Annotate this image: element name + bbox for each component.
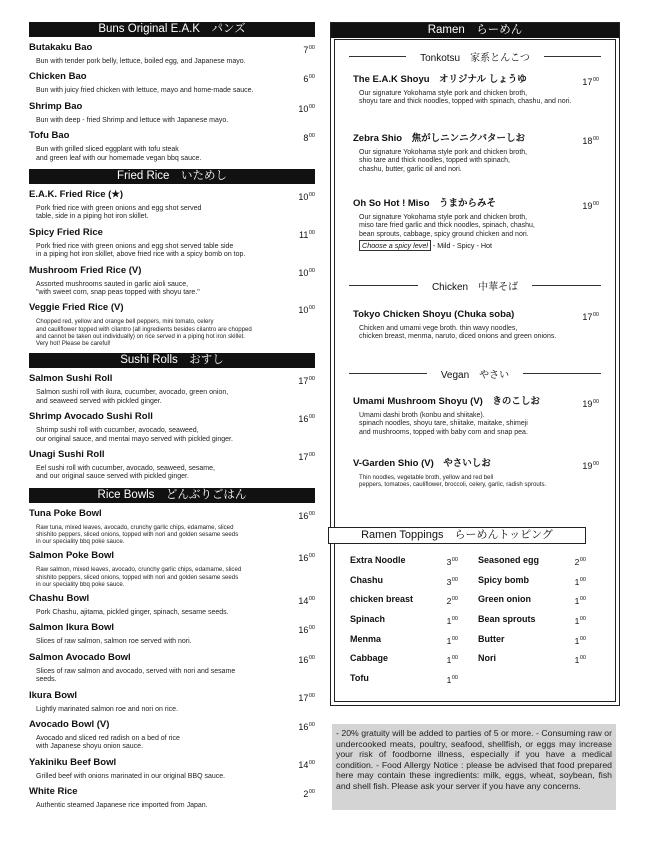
item-price: $19^{00}$ xyxy=(582,201,599,211)
topping-item: Spicy bomb $1^{00}$ xyxy=(478,574,586,587)
divider xyxy=(523,373,601,374)
item-price: $19^{00}$ xyxy=(582,399,599,409)
menu-item xyxy=(353,458,599,488)
item-name: The E.A.K Shoyu オリジナル しょうゆ xyxy=(353,74,527,85)
spicy-options: - Mild - Spicy - Hot xyxy=(430,241,493,251)
menu-item xyxy=(29,71,315,95)
menu-item xyxy=(29,265,315,298)
item-description: Raw salmon, mixed leaves, avocado, crunchy garlic chips, edamame, sliced shishito peppers, sliced onions, topped with nori and golden sesame seeds in our speciality bbq poke sauce. xyxy=(36,566,242,588)
item-name: V-Garden Shio (V) やさいしお xyxy=(353,458,491,469)
item-description: Salmon sushi roll with ikura, cucumber, avocado, green onion, and seaweed served with pickled ginger. xyxy=(36,389,229,405)
item-name: Yakiniku Beef Bowl xyxy=(29,756,117,768)
section-title-rice-bowls: Rice Bowls どんぶりごはん xyxy=(29,488,315,503)
item-name: Salmon Avocado Bowl xyxy=(29,651,131,663)
toppings-left-column xyxy=(350,554,458,692)
item-price: $17^{00}$ xyxy=(582,77,599,87)
item-price: $16^{00}$ xyxy=(298,414,315,425)
menu-item xyxy=(29,373,315,406)
menu-item xyxy=(29,719,315,752)
item-name: Chicken Bao xyxy=(29,71,87,83)
subhead-vegan: Vegan やさい xyxy=(349,366,601,381)
topping-item: Chashu $3^{00}$ xyxy=(350,574,458,587)
menu-item xyxy=(29,652,315,685)
item-name: Tofu Bao xyxy=(29,130,70,142)
section-title-ramen: Ramen らーめん xyxy=(331,23,619,38)
item-price: $7^{00}$ xyxy=(303,45,315,55)
item-price: $10^{00}$ xyxy=(298,305,315,316)
item-description: Chopped red, yellow and orange bell peppers, mini tomato, celery and cauliflower topped with cilantro (all ingredients besides cilantro are chopped and cannot be taken out individually) on rice served in a piping hot iron skillet. Very hot! Please be careful! xyxy=(36,318,252,348)
item-price: $14^{00}$ xyxy=(298,759,315,770)
item-price: $16^{00}$ xyxy=(298,553,315,564)
item-description: Assorted mushrooms sauted in garlic aioli sauce, "with sweet corn, snap peas topped with shoyu tare." xyxy=(36,280,200,297)
topping-item: Green onion $1^{00}$ xyxy=(478,594,586,607)
item-price: $16^{00}$ xyxy=(298,510,315,521)
menu-item xyxy=(29,593,315,617)
left-menu-column xyxy=(29,22,315,817)
item-price: $18^{00}$ xyxy=(582,136,599,146)
topping-item: Menma $1^{00}$ xyxy=(350,633,458,646)
topping-item: Nori $1^{00}$ xyxy=(478,653,586,666)
menu-item xyxy=(29,622,315,646)
item-description: Chicken and umami vege broth. thin wavy noodles, chicken breast, menma, naruto, diced onions and green onions. xyxy=(359,325,557,341)
menu-item xyxy=(29,786,315,810)
item-price: $17^{00}$ xyxy=(298,692,315,703)
item-description: Bun with grilled sliced eggplant with tofu steak and green leaf with our homemade vegan bbq sauce. xyxy=(36,146,202,162)
item-name: Avocado Bowl (V) xyxy=(29,718,110,730)
section-rice-bowls xyxy=(29,488,315,811)
menu-item xyxy=(29,101,315,125)
menu-item xyxy=(29,690,315,714)
menu-item xyxy=(29,757,315,781)
section-title-toppings: Ramen Toppings らーめんトッピング xyxy=(328,527,586,544)
menu-item xyxy=(29,411,315,444)
section-fried-rice xyxy=(29,169,315,347)
item-name: Oh So Hot ! Miso うまからみそ xyxy=(353,198,497,209)
topping-item: chicken breast $2^{00}$ xyxy=(350,594,458,607)
divider xyxy=(349,285,418,286)
item-name: Unagi Sushi Roll xyxy=(29,448,105,460)
menu-item xyxy=(29,449,315,482)
menu-item xyxy=(353,396,599,437)
item-description: Grilled beef with onions marinated in our original BBQ sauce. xyxy=(36,772,226,780)
menu-item xyxy=(29,227,315,260)
divider xyxy=(544,56,601,57)
item-price: $10^{00}$ xyxy=(298,267,315,278)
item-price: $11^{00}$ xyxy=(299,229,315,240)
topping-item: Butter $1^{00}$ xyxy=(478,633,586,646)
topping-item: Cabbage $1^{00}$ xyxy=(350,653,458,666)
item-name: Butakaku Bao xyxy=(29,42,93,53)
item-name: Ikura Bowl xyxy=(29,689,78,701)
menu-item xyxy=(353,198,599,250)
item-name: Veggie Fried Rice (V) xyxy=(29,302,124,314)
item-name: Shrimp Bao xyxy=(29,100,83,112)
menu-item xyxy=(29,508,315,546)
menu-item xyxy=(29,550,315,588)
section-sushi-rolls xyxy=(29,353,315,481)
item-name: Tokyo Chicken Shoyu (Chuka soba) xyxy=(353,309,515,320)
subhead-tonkotsu: Tonkotsu 家系とんこつ xyxy=(349,49,601,64)
item-price: $19^{00}$ xyxy=(582,461,599,471)
spicy-level-box: Choose a spicy level xyxy=(359,240,431,251)
item-description: Our signature Yokohama style pork and chicken broth, shio tare and thick noodles, topped with spinach, chashu, butter, garlic oil and nori. xyxy=(359,149,528,173)
item-price: $10^{00}$ xyxy=(298,103,315,114)
item-description: Pork Chashu, ajitama, pickled ginger, spinach, sesame seeds. xyxy=(36,608,229,616)
item-price: $2^{00}$ xyxy=(303,789,315,800)
menu-item xyxy=(29,130,315,163)
item-name: Zebra Shio 焦がしニンニクバターしお xyxy=(353,133,526,144)
item-description: Authentic steamed Japanese rice imported from Japan. xyxy=(36,802,208,810)
item-description: Thin noodles, vegetable broth, yellow and red bell peppers, tomatoes, cauliflower, broccoli, celery, garlic, radish sprouts. xyxy=(359,474,547,489)
item-price: $16^{00}$ xyxy=(298,625,315,636)
item-price: $16^{00}$ xyxy=(298,721,315,732)
item-description: Bun with deep - fried Shrimp and lettuce with Japanese mayo. xyxy=(36,116,229,124)
item-name: Salmon Ikura Bowl xyxy=(29,622,114,634)
allergy-notice: - 20% gratuity will be added to parties of 5 or more. - Consuming raw or undercooked meats, poultry, seafood, shellfish, or eggs may increase your risk of foodborne illness, especially if you have a medical condition. - Food Allergy Notice : please be advised that food prepared here may contain these ingredients: milk, eggs, wheat, soybean, fish and shell fish. Please ask your server if you have any concerns. xyxy=(332,724,616,810)
spicy-level xyxy=(353,241,599,250)
item-description: Lightly marinated salmon roe and nori on rice. xyxy=(36,705,179,713)
menu-item xyxy=(353,133,599,174)
divider xyxy=(349,56,406,57)
item-price: $17^{00}$ xyxy=(298,451,315,462)
item-price: $14^{00}$ xyxy=(298,595,315,606)
item-description: Avocado and sliced red radish on a bed of rice with Japanese shoyu onion sauce. xyxy=(36,734,180,751)
section-title-sushi-rolls: Sushi Rolls おすし xyxy=(29,353,315,368)
topping-item: Seasoned egg $2^{00}$ xyxy=(478,555,586,567)
item-price: $16^{00}$ xyxy=(298,654,315,665)
topping-item: Extra Noodle $3^{00}$ xyxy=(350,555,458,567)
menu-item xyxy=(353,74,599,107)
item-name: Salmon Sushi Roll xyxy=(29,373,113,385)
toppings-right-column xyxy=(478,554,586,672)
item-description: Raw tuna, mixed leaves, avocado, crunchy garlic chips, edamame, sliced shishito peppers, sliced onions, topped with nori and golden sesame seeds in our speciality bbq poke sauce. xyxy=(36,523,239,546)
item-description: Our signature Yokohama style pork and chicken broth, shoyu tare and thick noodles, topped with spinach, chashu, and nori. xyxy=(359,90,572,106)
item-price: $6^{00}$ xyxy=(303,74,315,85)
item-name: E.A.K. Fried Rice (★) xyxy=(29,189,124,201)
item-description: Umami dashi broth (konbu and shiitake). spinach noodles, shoyu tare, shiitake, maitake, shimeji and mushrooms, topped with baby corn and snap pea. xyxy=(359,412,528,436)
section-title-fried-rice: Fried Rice いためし xyxy=(29,169,315,184)
item-name: Tuna Poke Bowl xyxy=(29,507,102,519)
item-description: Slices of raw salmon, salmon roe served with nori. xyxy=(36,638,192,646)
item-description: Slices of raw salmon and avocado, served with nori and sesame seeds. xyxy=(36,667,236,684)
item-description: Our signature Yokohama style pork and chicken broth, miso tare fried garlic and thick noodles, spinach, chashu, bean sprouts, cabbage, spicy ground chicken and nori. xyxy=(359,214,535,238)
item-price: $17^{00}$ xyxy=(298,376,315,387)
item-description: Bun with juicy fried chicken with lettuce, mayo and home-made sauce. xyxy=(36,87,254,95)
divider xyxy=(532,285,601,286)
divider xyxy=(349,373,427,374)
topping-item: Bean sprouts $1^{00}$ xyxy=(478,614,586,627)
item-name: White Rice xyxy=(29,786,78,798)
item-price: $10^{00}$ xyxy=(298,192,315,203)
item-name: Chashu Bowl xyxy=(29,592,90,604)
item-name: Umami Mushroom Shoyu (V) きのこしお xyxy=(353,396,540,407)
item-name: Salmon Poke Bowl xyxy=(29,550,114,562)
item-description: Pork fried rice with green onions and egg shot served table side in a piping hot iron skillet, above fried rice with a spicy bomb on top. xyxy=(36,242,246,259)
subhead-chicken: Chicken 中華そば xyxy=(349,278,601,293)
item-name: Mushroom Fried Rice (V) xyxy=(29,264,142,276)
topping-item: Spinach $1^{00}$ xyxy=(350,614,458,627)
item-description: Eel sushi roll with cucumber, avocado, seaweed, sesame, and our original sauce served with pickled ginger. xyxy=(36,464,215,481)
item-description: Bun with tender pork belly, lettuce, boiled egg, and Japanese mayo. xyxy=(36,58,246,65)
item-description: Shrimp sushi roll with cucumber, avocado, seaweed, our original sauce, and mentai mayo served with pickled ginger. xyxy=(36,427,233,443)
menu-item xyxy=(29,42,315,66)
topping-item: Tofu $1^{00}$ xyxy=(350,673,458,686)
section-buns xyxy=(29,22,315,163)
section-title-buns: Buns Original E.A.K パンズ xyxy=(29,22,315,37)
menu-item xyxy=(29,189,315,222)
item-name: Spicy Fried Rice xyxy=(29,226,103,238)
item-price: $8^{00}$ xyxy=(303,133,315,144)
item-name: Shrimp Avocado Sushi Roll xyxy=(29,411,153,423)
item-description: Pork fried rice with green onions and egg shot served table, side in a piping hot iron skillet. xyxy=(36,205,202,221)
item-price: $17^{00}$ xyxy=(582,312,599,322)
menu-item xyxy=(353,309,599,342)
menu-item xyxy=(29,302,315,347)
